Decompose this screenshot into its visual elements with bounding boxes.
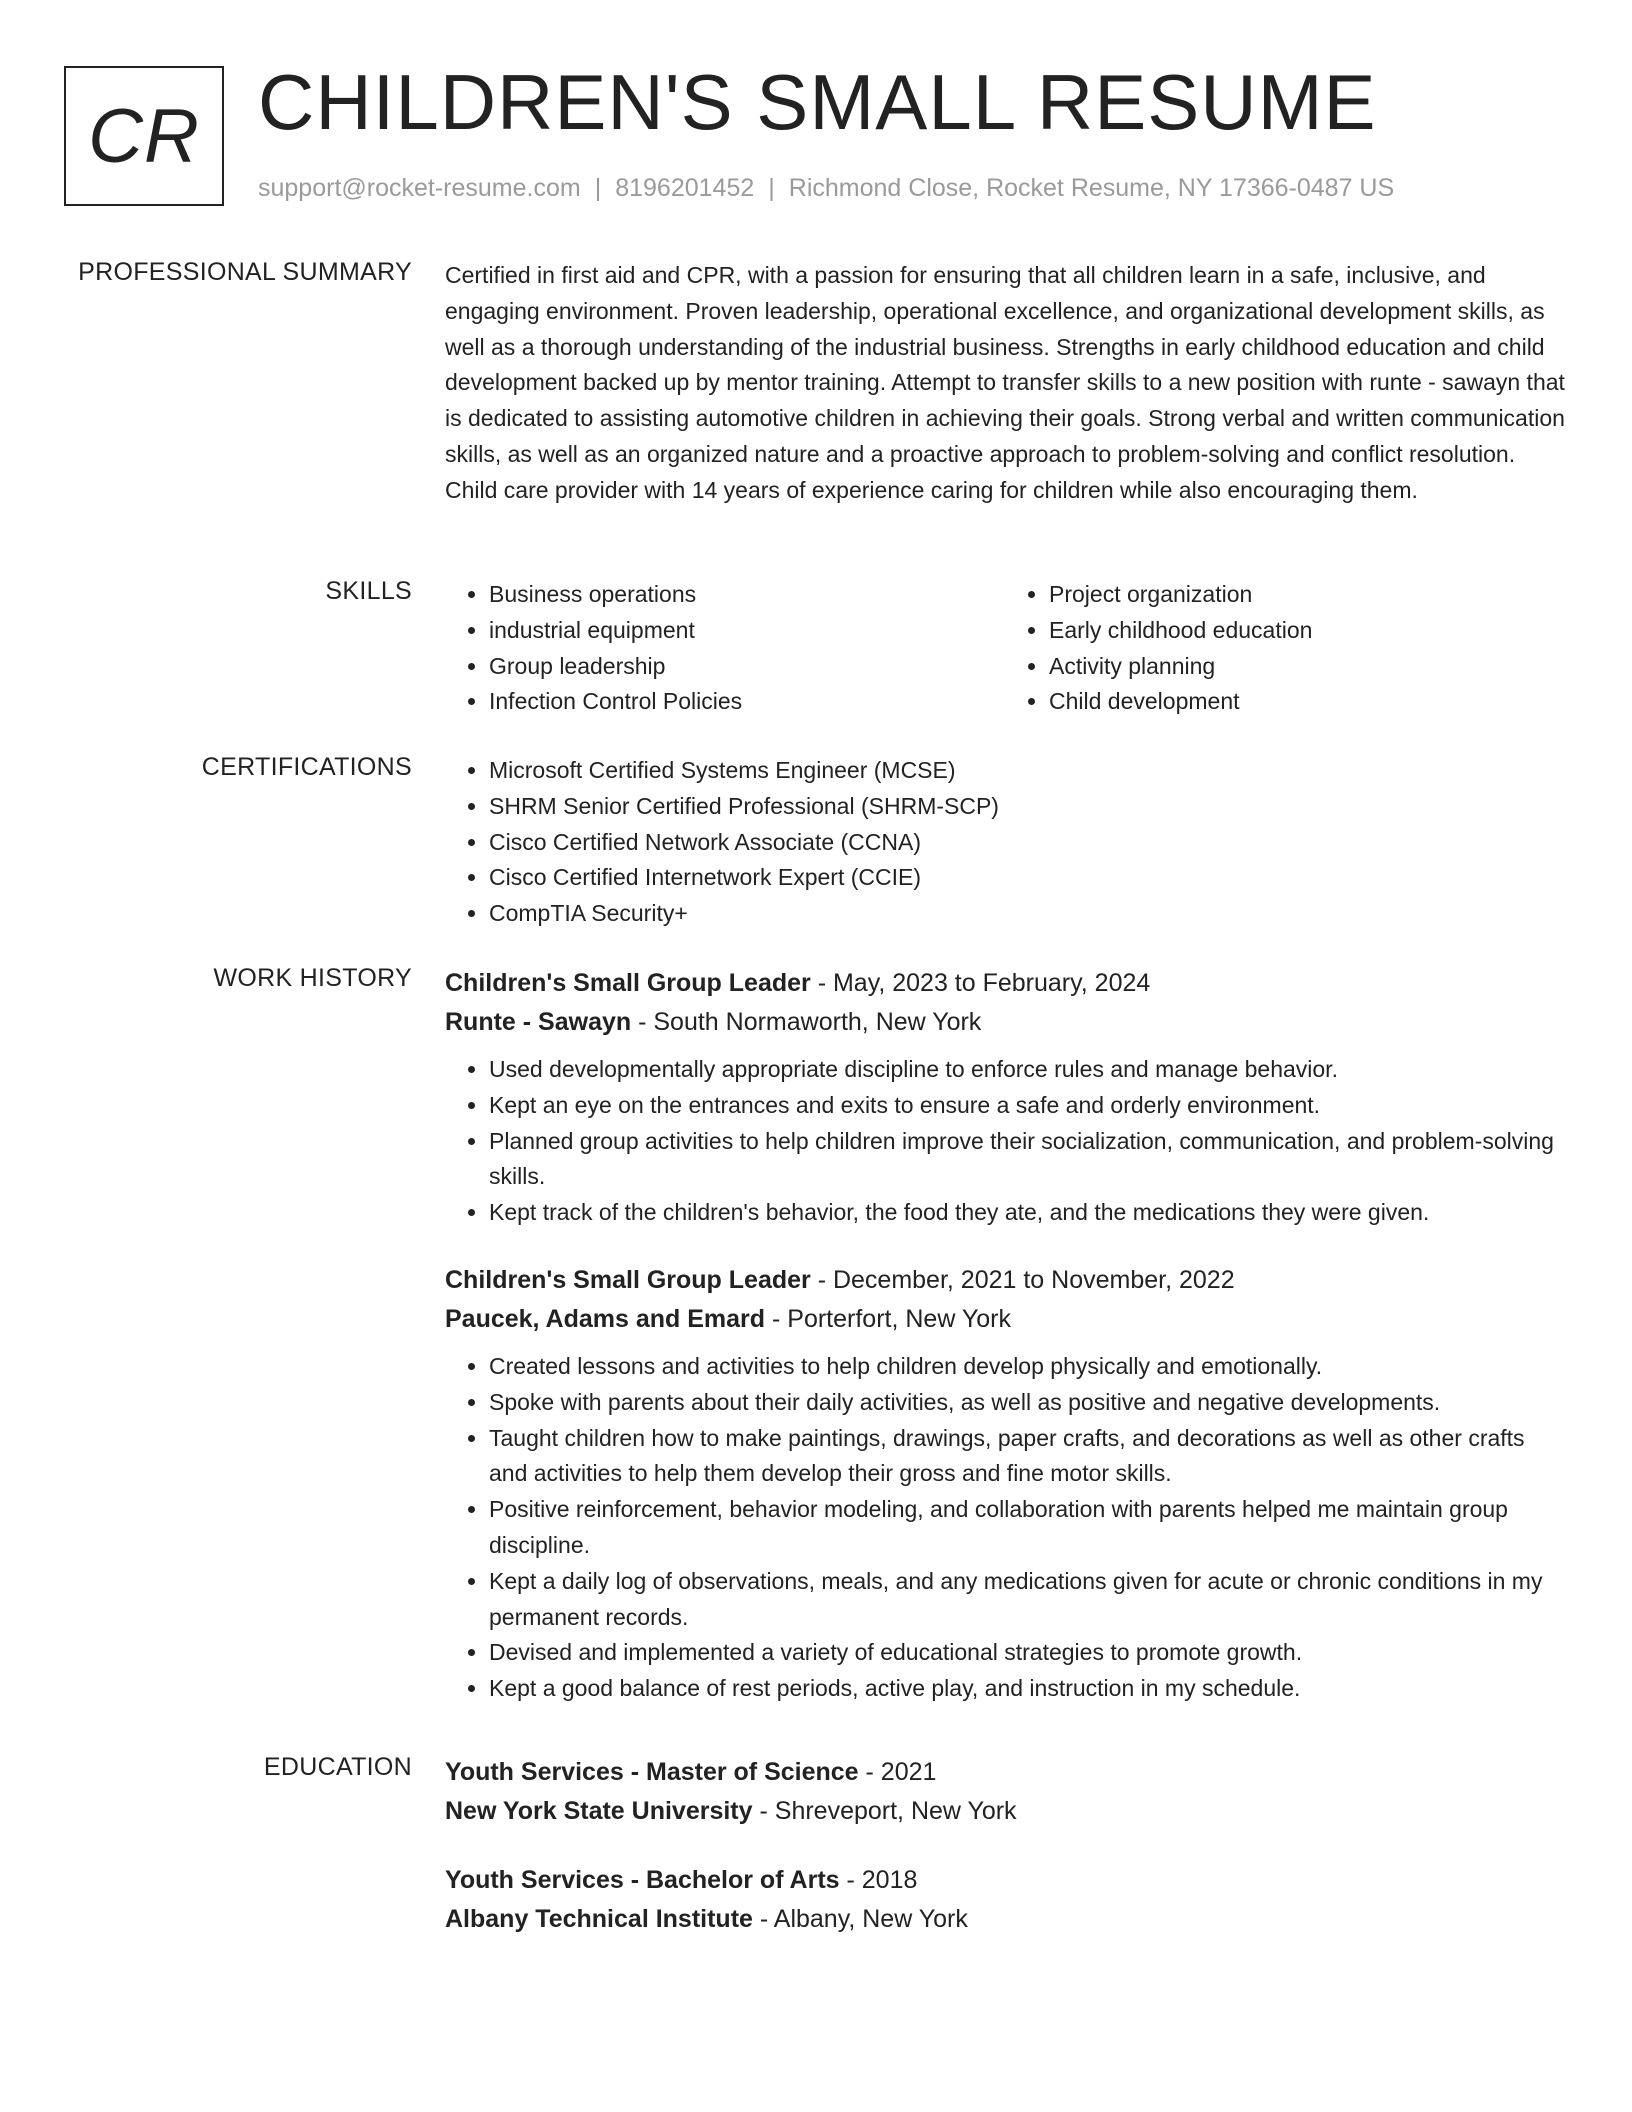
list-item: • Planned group activities to help children improve their socialization, communication, and problem-solving skills. [489, 1124, 1565, 1196]
skills-list-right [1005, 577, 1565, 720]
contact-email[interactable]: support@rocket-resume.com [258, 174, 581, 202]
job-title-line [445, 964, 1565, 1003]
list-item: • Group leadership [489, 649, 1005, 685]
list-item: • Cisco Certified Network Associate (CCNA) [489, 825, 1565, 861]
certifications-heading: CERTIFICATIONS [201, 753, 412, 781]
list-item: • Taught children how to make paintings, drawings, paper crafts, and decorations as well as other crafts and activities to help them develop their gross and fine motor skills. [489, 1421, 1565, 1493]
contact-address: Richmond Close, Rocket Resume, NY 17366-0487 US [788, 174, 1395, 202]
education-year: - 2018 [839, 1866, 918, 1894]
education-year: - 2021 [858, 1758, 937, 1786]
certifications-list [445, 753, 1565, 932]
list-item: • Activity planning [1049, 649, 1565, 685]
monogram-initials: CR [88, 93, 200, 179]
list-item: • Kept a daily log of observations, meals, and any medications given for acute or chronic conditions in my permanent records. [489, 1564, 1565, 1636]
education-degree-line [445, 1861, 1565, 1900]
list-item: • Used developmentally appropriate discipline to enforce rules and manage behavior. [489, 1052, 1565, 1088]
job-bullets [445, 1349, 1565, 1707]
work-heading: WORK HISTORY [213, 964, 412, 992]
list-item: • Microsoft Certified Systems Engineer (MCSE) [489, 753, 1565, 789]
list-item: • CompTIA Security+ [489, 896, 1565, 932]
education-school: New York State University [445, 1797, 753, 1825]
list-item: • Kept a good balance of rest periods, active play, and instruction in my schedule. [489, 1671, 1565, 1707]
education-degree-line [445, 1753, 1565, 1792]
education-location: - Shreveport, New York [752, 1797, 1017, 1825]
list-item: • Business operations [489, 577, 1005, 613]
job-title: Children's Small Group Leader [445, 1265, 811, 1294]
job-dates: - December, 2021 to November, 2022 [810, 1265, 1235, 1294]
skills-heading: SKILLS [325, 577, 412, 605]
candidate-name: CHILDREN'S SMALL RESUME [258, 58, 1377, 146]
list-item: • industrial equipment [489, 613, 1005, 649]
job-bullets [445, 1052, 1565, 1231]
list-item: • Infection Control Policies [489, 684, 1005, 720]
education-entry [445, 1753, 1565, 1831]
list-item: • Cisco Certified Internetwork Expert (CCIE) [489, 860, 1565, 896]
job-entry [445, 964, 1565, 1231]
summary-text: Certified in first aid and CPR, with a passion for ensuring that all children learn in a safe, inclusive, and engaging environment. Proven leadership, operational excellence, and organizational development skills, as well as a thorough understanding of the industrial business. Strengths in early childhood education and child development backed up by mentor training. Attempt to transfer skills to a new position with runte - sawayn that is dedicated to assisting automotive children in achieving their goals. Strong verbal and written communication skills, as well as an organized nature and a proactive approach to problem-solving and conflict resolution. Child care provider with 14 years of experience caring for children while also encouraging them. [445, 262, 1565, 503]
education-school-line [445, 1900, 1565, 1939]
job-location: - Porterfort, New York [765, 1304, 1011, 1333]
job-company: Runte - Sawayn [445, 1008, 632, 1036]
job-dates: - May, 2023 to February, 2024 [810, 969, 1151, 997]
contact-line [258, 174, 1394, 203]
list-item: • SHRM Senior Certified Professional (SHRM-SCP) [489, 789, 1565, 825]
job-entry [445, 1261, 1565, 1707]
education-school-line [445, 1792, 1565, 1831]
job-title: Children's Small Group Leader [445, 969, 811, 997]
list-item: • Positive reinforcement, behavior modeling, and collaboration with parents helped me maintain group discipline. [489, 1492, 1565, 1564]
education-entry [445, 1861, 1565, 1939]
education-location: - Albany, New York [752, 1905, 968, 1933]
skills-list-left [445, 577, 1005, 720]
list-item: • Spoke with parents about their daily activities, as well as positive and negative developments. [489, 1385, 1565, 1421]
contact-phone[interactable]: 8196201452 [615, 174, 755, 202]
list-item: • Created lessons and activities to help children develop physically and emotionally. [489, 1349, 1565, 1385]
contact-separator: | [594, 174, 602, 202]
monogram-box [64, 66, 224, 206]
list-item: • Early childhood education [1049, 613, 1565, 649]
list-item: • Devised and implemented a variety of educational strategies to promote growth. [489, 1635, 1565, 1671]
contact-separator: | [768, 174, 775, 202]
job-company-line [445, 1003, 1565, 1042]
list-item: • Project organization [1049, 577, 1565, 613]
job-company-line [445, 1300, 1565, 1339]
education-degree: Youth Services - Bachelor of Arts [445, 1866, 840, 1894]
job-company: Paucek, Adams and Emard [445, 1304, 766, 1333]
education-heading: EDUCATION [263, 1753, 412, 1781]
job-location: - South Normaworth, New York [631, 1008, 982, 1036]
list-item: • Kept track of the children's behavior, the food they ate, and the medications they were given. [489, 1195, 1565, 1231]
education-degree: Youth Services - Master of Science [445, 1758, 859, 1786]
summary-heading: PROFESSIONAL SUMMARY [78, 258, 412, 286]
list-item: • Child development [1049, 684, 1565, 720]
list-item: • Kept an eye on the entrances and exits to ensure a safe and orderly environment. [489, 1088, 1565, 1124]
job-title-line [445, 1261, 1565, 1300]
education-school: Albany Technical Institute [445, 1905, 753, 1933]
